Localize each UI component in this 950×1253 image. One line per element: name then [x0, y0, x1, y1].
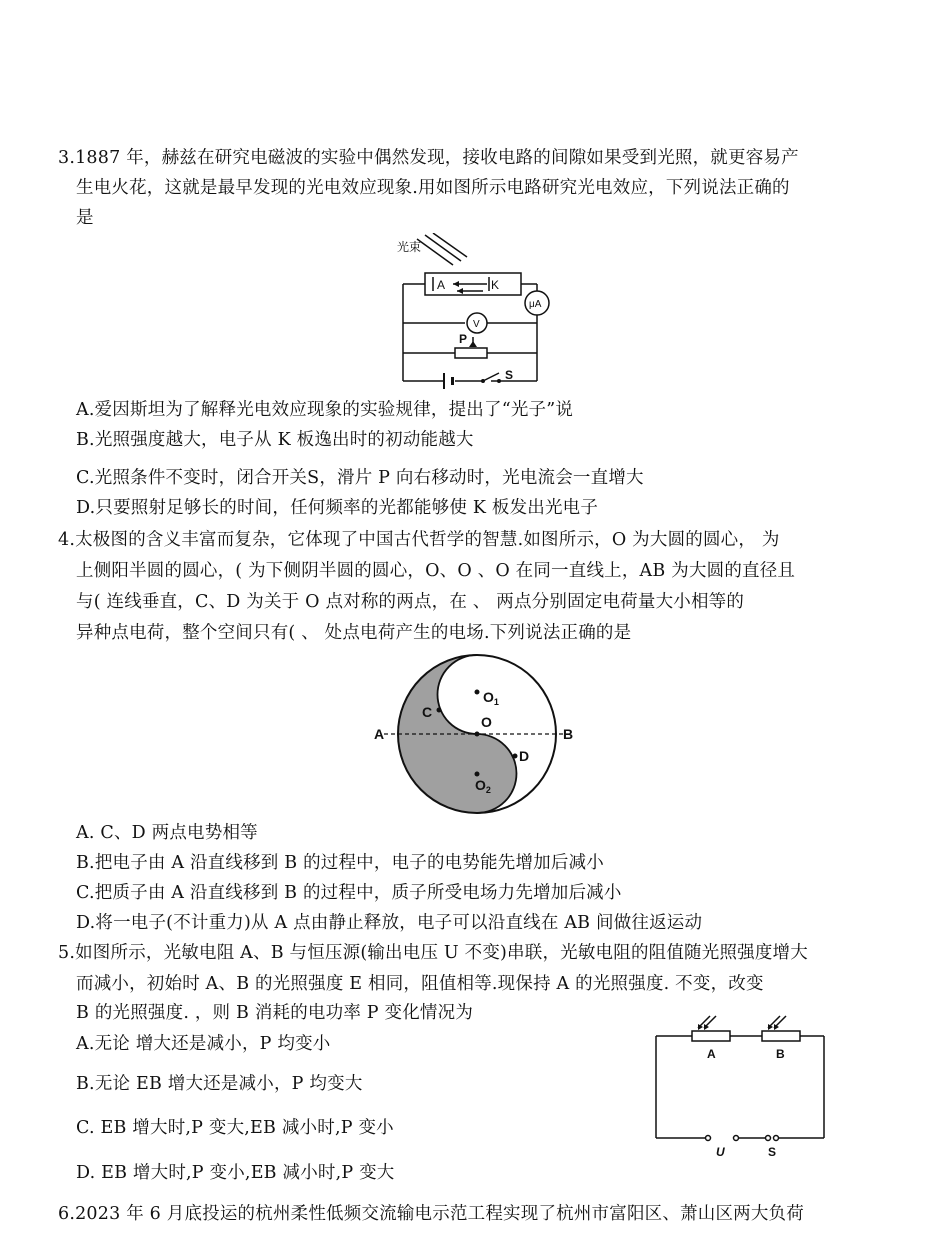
q3-option-d: D.只要照射足够长的时间，任何频率的光都能够使 K 板发出光电子 — [76, 498, 599, 518]
q4-stem-line-4: 异种点电荷，整个空间只有( 、 处点电荷产生的电场.下列说法正确的是 — [76, 623, 632, 643]
q4-stem-line-2: 上侧阳半圆的圆心，( 为下侧阴半圆的圆心，O、O 、O 在同一直线上，AB 为大圆的直径且 — [76, 561, 796, 581]
label-o: O — [481, 714, 492, 730]
point-o — [475, 732, 480, 737]
label-o2-main: O — [475, 777, 486, 793]
q3-option-a: A.爱因斯坦为了解释光电效应现象的实验规律，提出了“光子”说 — [76, 400, 574, 420]
q6-stem-line-1: 6.2023 年 6 月底投运的杭州柔性低频交流输电示范工程实现了杭州市富阳区、萧山区两大负荷 — [58, 1204, 804, 1224]
light-beam-label: 光束 — [397, 240, 422, 254]
slider-arrow — [469, 341, 477, 347]
q3-stem-line-2: 生电火花，这就是最早发现的光电效应现象.用如图所示电路研究光电效应，下列说法正确的 — [76, 178, 790, 198]
voltmeter-label: V — [473, 319, 480, 330]
q5-stem-line-3: B 的光照强度. ，则 B 消耗的电功率 P 变化情况为 — [76, 1003, 474, 1023]
slider-p-label: P — [459, 332, 468, 346]
point-o2 — [475, 772, 480, 777]
q4-option-d: D.将一电子(不计重力)从 A 点由静止释放，电子可以沿直线在 AB 间做往返运动 — [76, 913, 703, 933]
q4-stem-line-1: 4.太极图的含义丰富而复杂，它体现了中国古代哲学的智慧.如图所示，O 为大圆的圆心， 为 — [58, 530, 780, 550]
resistor-b-label: B — [776, 1047, 785, 1061]
label-c: C — [422, 704, 433, 720]
q3-option-b: B.光照强度越大，电子从 K 板逸出时的初动能越大 — [76, 430, 474, 450]
point-c — [437, 708, 442, 713]
microammeter-label: μA — [529, 299, 542, 310]
label-a: A — [374, 726, 385, 742]
label-o1-main: O — [483, 689, 494, 705]
photoelectric-circuit-figure — [395, 233, 555, 391]
point-o1 — [475, 690, 480, 695]
switch-s-label: S — [505, 368, 514, 382]
electron-arrow-top — [453, 281, 459, 287]
switch-s-label: S — [768, 1145, 777, 1159]
label-o1 — [483, 689, 499, 707]
q4-stem-line-3: 与( 连线垂直，C、D 为关于 O 点对称的两点，在 、 两点分别固定电荷量大小相等的 — [76, 592, 745, 612]
q4-option-b: B.把电子由 A 沿直线移到 B 的过程中，电子的电势能先增加后减小 — [76, 853, 604, 873]
resistor-a-label: A — [707, 1047, 716, 1061]
q3-stem-line-3: 是 — [76, 208, 94, 228]
taiji-figure — [372, 650, 582, 820]
label-d: D — [519, 748, 530, 764]
plate-k-label: K — [491, 278, 500, 292]
q3-stem-line-1: 3.1887 年，赫兹在研究电磁波的实验中偶然发现，接收电路的间隙如果受到光照，就更容易产 — [58, 148, 799, 168]
voltage-u-label: U — [716, 1145, 725, 1159]
q5-stem-line-2: 而减小，初始时 A、B 的光照强度 E 相同，阻值相等.现保持 A 的光照强度. 不变，改变 — [76, 974, 764, 994]
electron-arrow-bottom — [457, 288, 463, 294]
point-d — [513, 754, 518, 759]
q5-stem-line-1: 5.如图所示，光敏电阻 A、B 与恒压源(输出电压 U 不变)串联，光敏电阻的阻值随光照强度增大 — [58, 943, 808, 963]
q4-option-a: A. C、D 两点电势相等 — [76, 823, 258, 843]
q5-option-d: D. EB 增大时,P 变小,EB 减小时,P 变大 — [76, 1163, 395, 1183]
label-o1-sub: 1 — [493, 697, 499, 707]
label-o2-sub: 2 — [485, 785, 491, 795]
q3-option-c: C.光照条件不变时，闭合开关S，滑片 P 向右移动时，光电流会一直增大 — [76, 468, 644, 488]
q5-option-c: C. EB 增大时,P 变大,EB 减小时,P 变小 — [76, 1118, 394, 1138]
plate-a-label: A — [437, 278, 446, 292]
q4-option-c: C.把质子由 A 沿直线移到 B 的过程中，质子所受电场力先增加后减小 — [76, 883, 622, 903]
label-b: B — [563, 726, 574, 742]
q5-option-b: B.无论 EB 增大还是减小，P 均变大 — [76, 1074, 363, 1094]
q5-option-a: A.无论 增大还是减小，P 均变小 — [76, 1034, 331, 1054]
photoresistor-circuit-figure — [650, 1012, 830, 1162]
